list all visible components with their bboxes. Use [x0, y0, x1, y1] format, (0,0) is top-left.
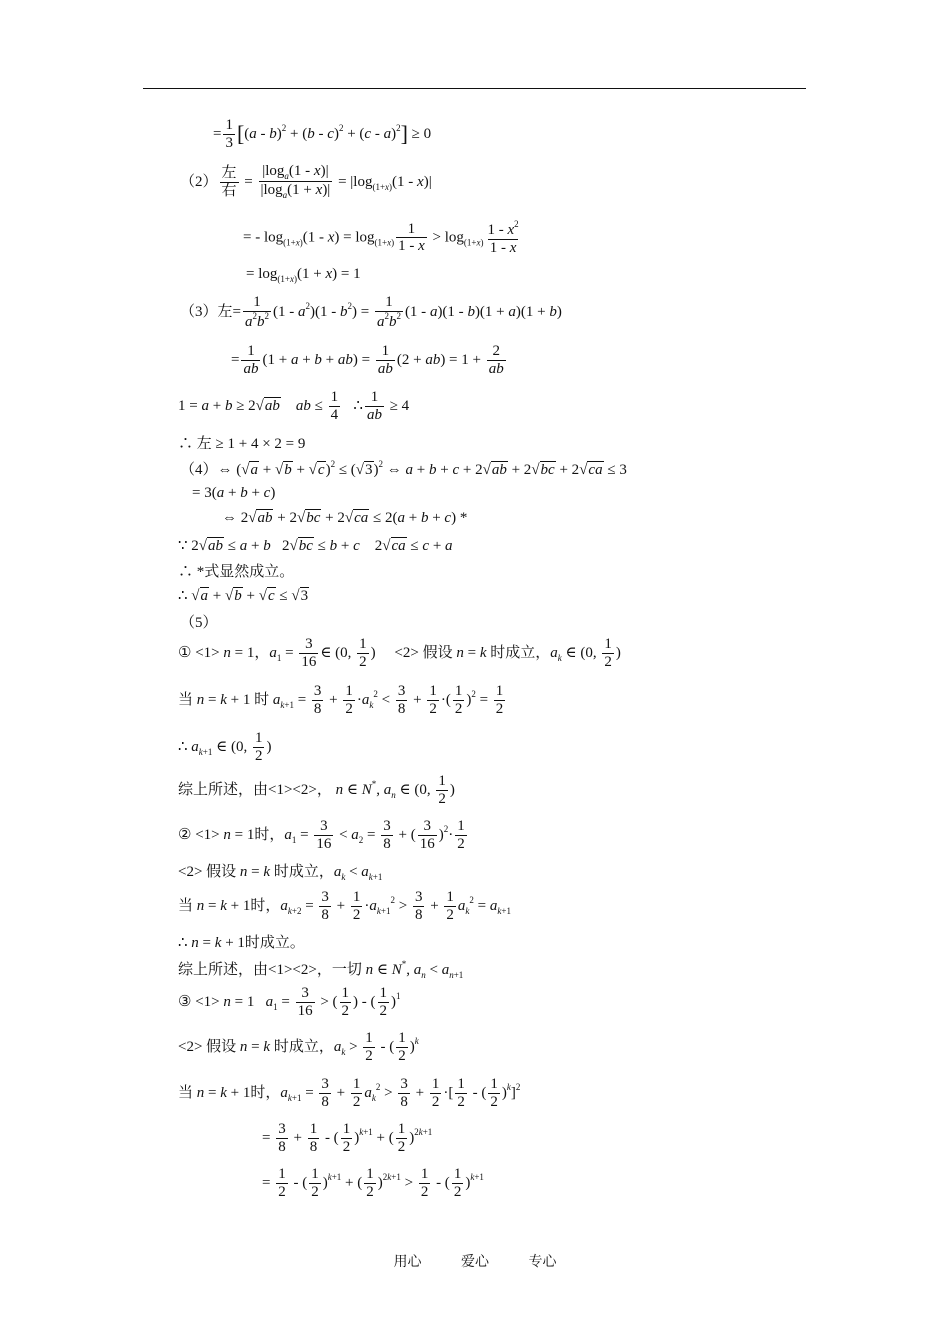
math-line-14: ∴ √a + √b + √c ≤ √3 [178, 588, 309, 604]
math-line-6: = $\frac{1}{ab}$ (1 + a + b + ab) = $\frac{1}{ab}$ (2 + ab) = 1 + $\frac{2}{ab}$ [231, 343, 504, 377]
page-footer [0, 1251, 950, 1271]
math-line-13: ∴ *式显然成立。 [178, 564, 295, 580]
math-line-4: = $\log_{(1+x)}(1 + x) = 1$ [246, 266, 361, 284]
math-line-29: = $\frac{1}{2}$ - ( $\frac{1}{2}$ )$^{k+1}$ + ( $\frac{1}{2}$ )$^{2k+1}$ > $\frac{1}{2}$ - ( $\frac{1}{2}$ )$^{k+1}$ [262, 1166, 484, 1200]
math-line-28: = $\frac{3}{8}$ + $\frac{1}{8}$ - ( $\frac{1}{2}$ )$^{k+1}$ + ( $\frac{1}{2}$ )$^{2k+1}$ [262, 1121, 433, 1155]
header-rule [143, 88, 806, 89]
footer-item-1: 用心 [393, 1255, 422, 1270]
math-line-8: ∴ 左 ≥ 1 + 4 × 2 = 9 [178, 436, 306, 452]
math-line-2: （2） $\frac{\text{左}}{\text{右}}$ = $\frac{|\log_a(1 - x)|}{|\log_a(1 + x)|}$ = $|\log_{(1+x)}(1 - x)|$ [180, 163, 432, 201]
math-line-9: （4）⇔ $(√a + √b + √c)^2 \le (√3)^2$ ⇔ a + b + c + 2√ab + 2√bc + 2√ca ≤ 3 [180, 459, 627, 478]
math-line-15: （5） [180, 615, 218, 631]
math-line-22: 当 n = k + 1时，$a_{k+2}$ = $\frac{3}{8}$ + $\frac{1}{2}$ $\cdot a_{k+1}^2$ > $\frac{3}{8}$ + $\frac{1}{2}$ $a_k^2 = a_{k+1}$ [178, 889, 511, 923]
math-line-3: = - $\log_{(1+x)}(1 - x) = \log_{(1+x)}$ $\frac{1}{1 - x}$ > $\log_{(1+x)}$ $\frac{1 - x^2}{1 - x}$ [243, 219, 519, 256]
footer-item-2: 爱心 [461, 1255, 489, 1270]
math-line-25: ③ <1> n = 1 $a_1$ = $\frac{3}{16}$ > ( $\frac{1}{2}$ ) - ( $\frac{1}{2}$ )$^1$ [178, 985, 401, 1019]
math-line-19: 综上所述，由<1><2>， n ∈ N*, $a_n$ ∈ (0, $\frac{1}{2}$ ) [178, 773, 455, 807]
math-line-5: （3）左= $\frac{1}{a^2b^2}$ $(1 - a^2)(1 - b^2)$ = $\frac{1}{a^2b^2}$ (1 - a)(1 - b)(1 + a)(1 + b) [180, 294, 562, 330]
math-line-26: <2> 假设 n = k 时成立，$a_k$ > $\frac{1}{2}$ - ( $\frac{1}{2}$ )$^k$ [178, 1030, 419, 1064]
math-line-7: 1 = a + b ≥ 2√ab ab ≤ $\frac{1}{4}$ ∴ $\frac{1}{ab}$ ≥ 4 [178, 389, 410, 423]
math-line-23: ∴ n = k + 1时成立。 [178, 935, 305, 951]
math-line-1: = $\frac{1}{3}$ [(a - b)$^2$ + (b - c)$^2$ + (c - a)$^2$] ≥ 0 [213, 117, 432, 151]
footer-item-3: 专心 [528, 1255, 557, 1270]
math-line-18: ∴ $a_{k+1}$ ∈ (0, $\frac{1}{2}$ ) [178, 730, 272, 764]
math-line-10: = 3(a + b + c) [192, 485, 276, 501]
math-line-17: 当 n = k + 1 时 $a_{k+1}$ = $\frac{3}{8}$ + $\frac{1}{2}$ $\cdot a_k^2$ < $\frac{3}{8}$ + $\frac{1}{2}$ ·( $\frac{1}{2}$ )$^2$ = $\frac{1}{2}$ [178, 683, 504, 717]
math-line-12: ∵ 2√ab ≤ a + b 2√bc ≤ b + c 2√ca ≤ c + a [178, 538, 453, 554]
math-line-16: ① <1> n = 1，$a_1$ = $\frac{3}{16}$ ∈ (0, $\frac{1}{2}$ ) <2> 假设 n = k 时成立，$a_k$ ∈ (0, $\frac{1}{2}$ ) [178, 636, 621, 670]
math-line-21: <2> 假设 n = k 时成立，$a_k < a_{k+1}$ [178, 864, 383, 882]
math-line-11: ⇔ 2√ab + 2√bc + 2√ca ≤ 2(a + b + c) * [222, 510, 468, 526]
math-line-27: 当 n = k + 1时，$a_{k+1}$ = $\frac{3}{8}$ + $\frac{1}{2}$ $a_k^2$ > $\frac{3}{8}$ + $\frac{1}{2}$ ·[ $\frac{1}{2}$ - ( $\frac{1}{2}$ )$^k$]$^2$ [178, 1076, 521, 1110]
math-line-24: 综上所述，由<1><2>，一切 n ∈ N*, $a_n < a_{n+1}$ [178, 959, 464, 980]
math-line-20: ② <1> n = 1时，$a_1$ = $\frac{3}{16}$ < $a_2$ = $\frac{3}{8}$ + ( $\frac{3}{16}$ )$^2$· $\frac{1}{2}$ [178, 818, 465, 852]
